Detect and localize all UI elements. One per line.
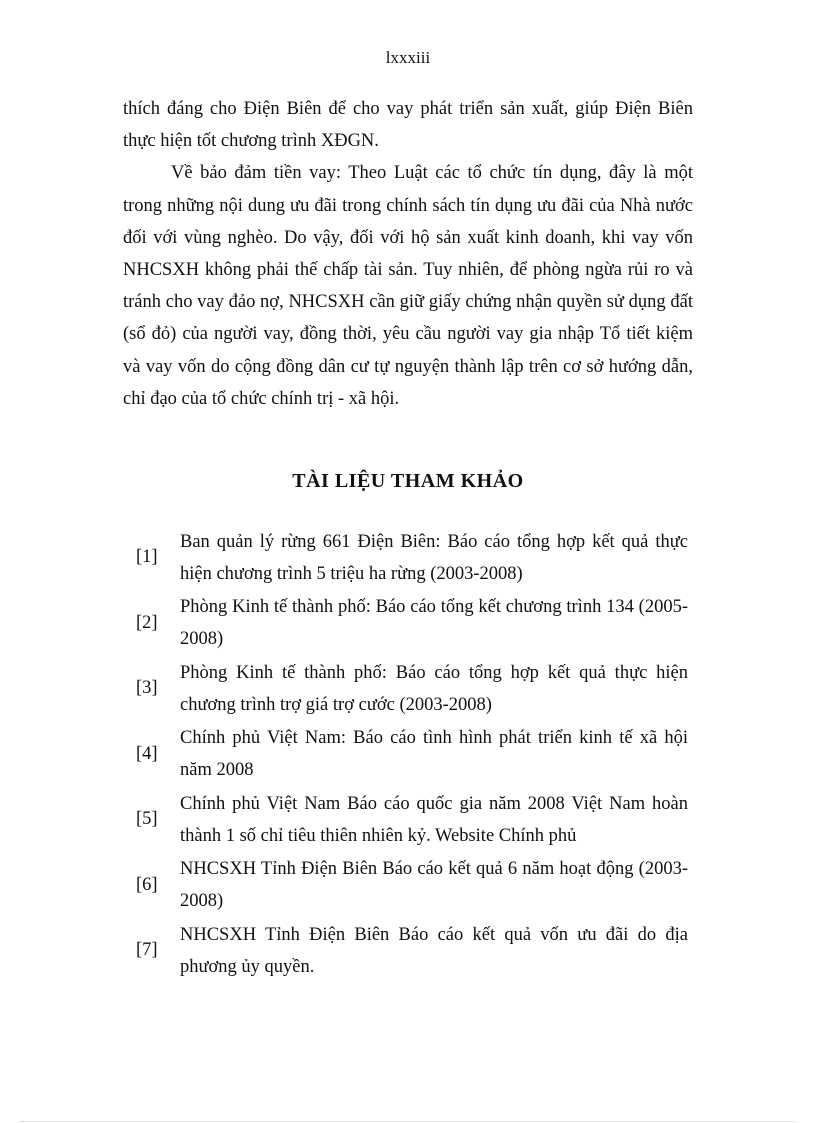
reference-item <box>128 918 688 984</box>
reference-text: Ban quản lý rừng 661 Điện Biên: Báo cáo tổng hợp kết quả thực hiện chương trình 5 triệu ha rừng (2003-2008) <box>180 531 688 584</box>
body-text <box>123 93 693 415</box>
reference-number: [2] <box>136 612 158 633</box>
reference-text: NHCSXH Tỉnh Điện Biên Báo cáo kết quả 6 năm hoạt động (2003-2008) <box>180 859 688 912</box>
reference-item <box>128 591 688 657</box>
reference-text: Chính phủ Việt Nam: Báo cáo tình hình phát triển kinh tế xã hội năm 2008 <box>180 728 688 781</box>
reference-item <box>128 853 688 919</box>
page-number: lxxxiii <box>385 48 431 67</box>
reference-number: [5] <box>136 809 158 830</box>
reference-number: [7] <box>136 940 158 961</box>
references-title: TÀI LIỆU THAM KHẢO <box>292 470 524 492</box>
page-bottom-rule <box>20 1121 796 1122</box>
reference-item <box>128 787 688 853</box>
reference-item <box>128 656 688 722</box>
reference-text: Phòng Kinh tế thành phố: Báo cáo tổng hợp kết quả thực hiện chương trình trợ giá trợ cước (2003-2008) <box>180 662 688 715</box>
reference-text: Phòng Kinh tế thành phố: Báo cáo tổng kết chương trình 134 (2005-2008) <box>180 597 688 650</box>
reference-number: [6] <box>136 874 158 895</box>
reference-item <box>128 525 688 591</box>
reference-text: NHCSXH Tỉnh Điện Biên Báo cáo kết quả vốn ưu đãi do địa phương ủy quyền. <box>180 924 688 977</box>
paragraph-2: Về bảo đảm tiền vay: Theo Luật các tổ chức tín dụng, đây là một trong những nội dung ưu đãi trong chính sách tín dụng ưu đãi của Nhà nước đối với vùng nghèo. Do vậy, đối với hộ sản xuất kinh doanh, khi vay vốn NHCSXH không phải thế chấp tài sản. Tuy nhiên, để phòng ngừa rủi ro và tránh cho vay đảo nợ, NHCSXH cần giữ giấy chứng nhận quyền sử dụng đất (sổ đỏ) của người vay, đồng thời, yêu cầu người vay gia nhập Tổ tiết kiệm và vay vốn do cộng đồng dân cư tự nguyện thành lập trên cơ sở hướng dẫn, chỉ đạo của tổ chức chính trị - xã hội. <box>123 163 693 409</box>
reference-number: [1] <box>136 547 158 568</box>
paragraph-1: thích đáng cho Điện Biên để cho vay phát triển sản xuất, giúp Điện Biên thực hiện tốt chương trình XĐGN. <box>123 99 693 152</box>
reference-number: [4] <box>136 743 158 764</box>
references-list <box>128 525 688 984</box>
reference-text: Chính phủ Việt Nam Báo cáo quốc gia năm 2008 Việt Nam hoàn thành 1 số chỉ tiêu thiên nhiên kỷ. Website Chính phủ <box>180 793 688 846</box>
reference-item <box>128 722 688 788</box>
reference-number: [3] <box>136 678 158 699</box>
